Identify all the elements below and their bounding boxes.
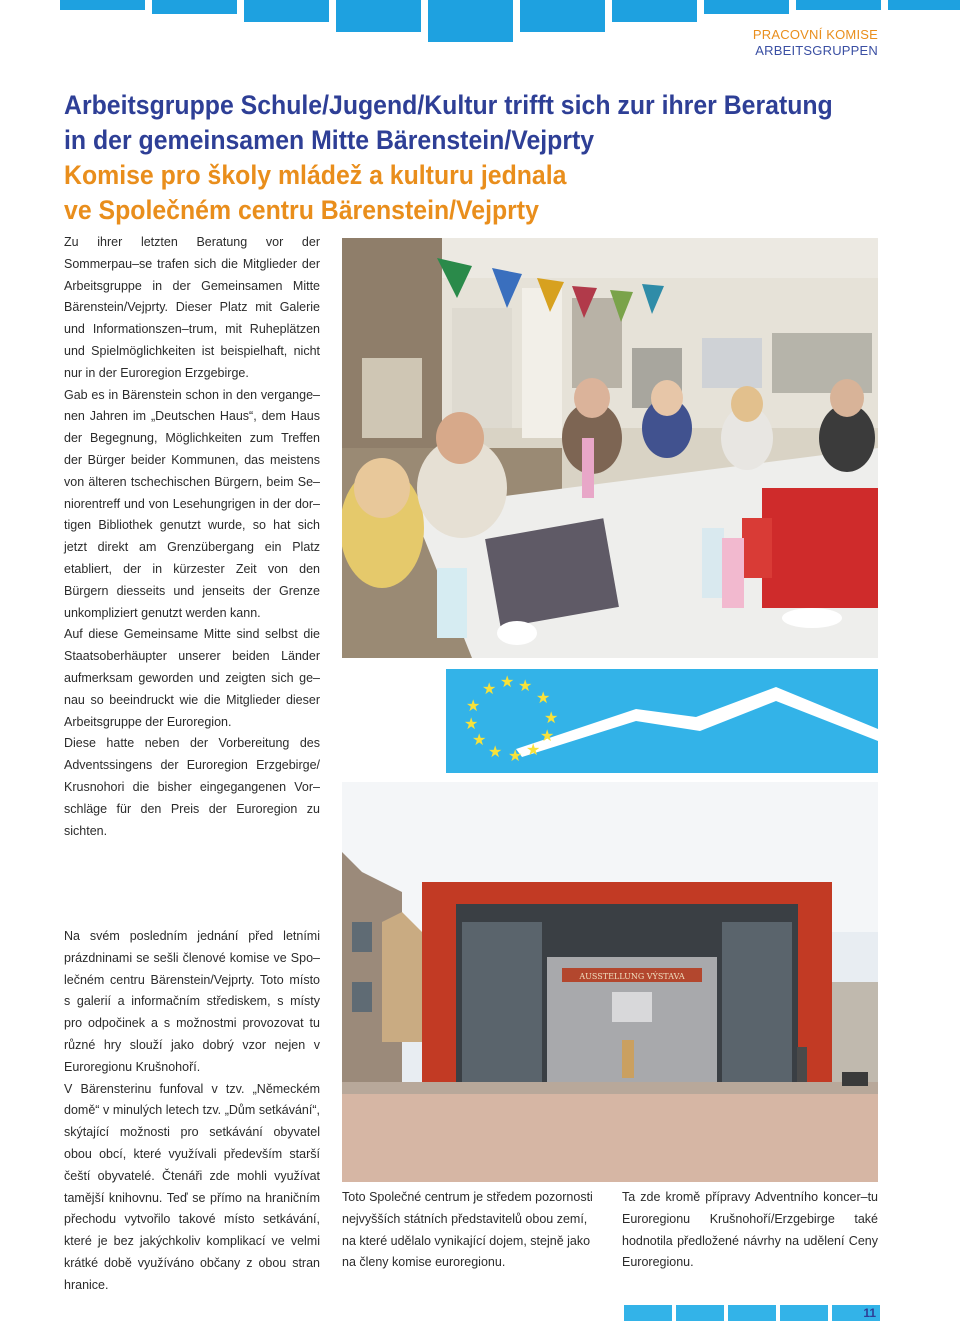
german-text-column [64, 232, 320, 842]
svg-text:★: ★ [488, 742, 503, 761]
svg-text:★: ★ [500, 672, 515, 691]
german-paragraph: Zu ihrer letzten Beratung vor der Sommerpau–se trafen sich die Mitglieder der Arbeitsgruppe in der Gemeinsamen Mitte Bärenstein/Vejprty. Dieser Platz mit Galerie und Informationszen–trum, mit Ruheplätzen und Spielmöglichkeiten ist beispielhaft, nicht nur in der Euroregion Erzgebirge. [64, 235, 320, 380]
section-label-de: ARBEITSGRUPPEN [755, 43, 878, 58]
svg-text:★: ★ [518, 676, 533, 695]
title-de-line1: Arbeitsgruppe Schule/Jugend/Kultur trifft sich zur ihrer Beratung [64, 90, 833, 120]
czech-text-column-2 [342, 1187, 598, 1274]
article-title [64, 88, 837, 228]
page-number: 11 [863, 1306, 876, 1320]
svg-text:★: ★ [464, 714, 479, 733]
svg-text:★: ★ [508, 746, 523, 765]
section-label [753, 27, 878, 59]
german-paragraph: Diese hatte neben der Vorbereitung des Adventssingens der Euroregion Erzgebirge/ Krusnohori die bisher eingegangenen Vor–schläge für den Preis der Euroregion zu sichten. [64, 736, 320, 838]
svg-text:★: ★ [536, 688, 551, 707]
czech-paragraph: Ta zde kromě přípravy Adventního koncer–tu Euroregionu Krušnohoří/Erzgebirge také hodnotila předložené návrhy na udělení Ceny Euroregionu. [622, 1190, 878, 1270]
euroregion-logo [446, 669, 878, 773]
meeting-photo [342, 238, 878, 658]
svg-text:★: ★ [466, 696, 481, 715]
title-de-line2: in der gemeinsamen Mitte Bärenstein/Vejprty [64, 125, 595, 155]
title-cz-line1: Komise pro školy mládež a kulturu jednala [64, 160, 567, 190]
german-paragraph: Auf diese Gemeinsame Mitte sind selbst die Staatsoberhäupter unserer beiden Länder aufmerksam geworden und zeigten sich ge–nau so beeindruckt wie die Mitglieder dieser Arbeitsgruppe der Euroregion. [64, 627, 320, 729]
czech-paragraph: V Bärensterinu funfoval v tzv. „Německém domě“ v minulých letech tzv. „Dům setkávání“, skýtající možnosti pro setkávání obyvatel obou obcí, které využívali především starší čeští obyvatelé. Čtenáři zde mohli využívat tamější knihovnu. Teď se přímo na hraničním přechodu vytvořilo takové místo setkávání, které je bez jakýchkoliv komplikací ve velmi krátké době využíváno občany z obou stran hranice. [64, 1081, 320, 1292]
title-cz-line2: ve Společném centru Bärenstein/Vejprty [64, 195, 539, 225]
czech-text-column-3 [622, 1187, 878, 1274]
czech-paragraph: Toto Společné centrum je středem pozornosti nejvyšších státních představitelů obou zemí, na které udělalo vynikající dojem, stejně jako na členy komise euroregionu. [342, 1190, 593, 1270]
german-paragraph: Gab es in Bärenstein schon in den vergange–nen Jahren im „Deutschen Haus“, dem Haus der Begegnung, Möglichkeiten zum Treffen der Bürger beider Kommunen, das meistens von älteren tschechischen Bürgern, beim Se–niorentreff und von Lesehungrigen in der dor–tigen Bibliothek genutzt wurde, so hat sich jetzt direkt am Grenzübergang ein Platz etabliert, der in kürzester Zeit von den Bürgern diesseits und jenseits der Grenze unkompliziert genutzt werden kann. [64, 387, 320, 620]
svg-text:★: ★ [540, 726, 555, 745]
page-footer-bar [624, 1305, 880, 1321]
section-label-cz: PRACOVNÍ KOMISE [752, 27, 878, 42]
czech-paragraph: Na svém posledním jednání před letními prázdninami se sešli členové komise ve Spo–lečném centru Bärenstein/Vejprty. Toto místo s galerií a informačním střediskem, s místy pro odpočinek a s možnostmi provozovat tu různé hry slouží jako dobrý vzor nejen v Euroregionu Krušnohoří. [64, 929, 320, 1074]
building-sign: AUSSTELLUNG VÝSTAVA [579, 972, 685, 981]
svg-text:★: ★ [544, 708, 559, 727]
svg-text:★: ★ [526, 740, 541, 759]
czech-text-column-1 [64, 926, 320, 1297]
svg-text:★: ★ [472, 730, 487, 749]
building-photo [342, 782, 878, 1182]
svg-text:★: ★ [482, 679, 497, 698]
